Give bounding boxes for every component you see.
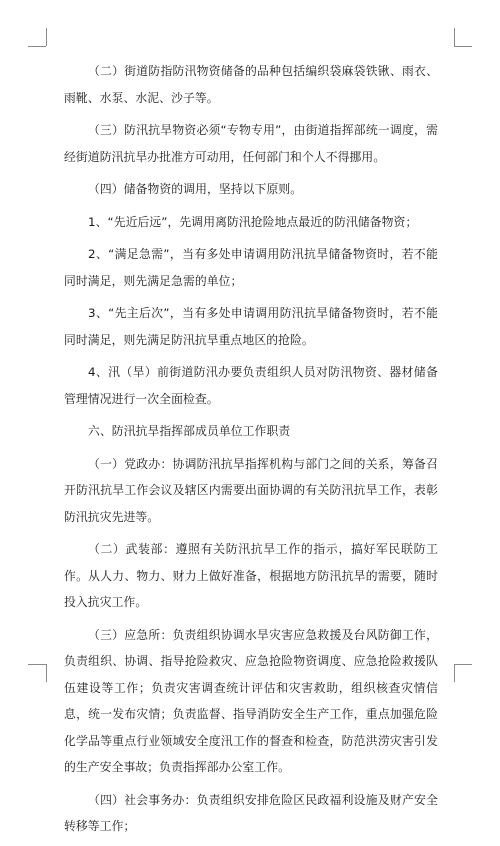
crop-mark-top-right-horizontal — [454, 46, 472, 47]
paragraph: （三）应急所：负责组织协调水旱灾害应急救援及台风防御工作，负责组织、协调、指导抢险救灾、应急抢险物资调度、应急抢险救援队伍建设等工作；负责灾害调查统计评估和灾害救助，组织核查灾情信息，统一发布灾情；负责监督、指导消防安全生产工作，重点加强危险化学品等重点行业领域安全度汛工作的督查和检查，防范洪涝灾害引发的生产安全事故；负责指挥部办公室工作。 — [64, 627, 438, 774]
crop-mark-bottom-right-horizontal — [454, 664, 472, 665]
paragraph: 3、“先主后次”，当有多处申请调用防汛抗旱储备物资时，若不能同时满足，则先满足防汛抗旱重点地区的抢险。 — [64, 306, 438, 347]
crop-mark-bottom-left-vertical — [46, 664, 47, 682]
crop-mark-top-left-horizontal — [28, 46, 46, 47]
crop-mark-bottom-left-horizontal — [28, 664, 46, 665]
crop-mark-top-left-vertical — [46, 28, 47, 46]
paragraph: 1、“先近后远”，先调用离防汛抢险地点最近的防汛储备物资； — [88, 214, 418, 229]
paragraph: （三）防汛抗旱物资必须“专物专用”，由街道指挥部统一调度，需经街道防汛抗旱办批准方可动用，任何部门和个人不得挪用。 — [64, 123, 438, 164]
paragraph: （四）社会事务办：负责组织安排危险区民政福利设施及财产安全转移等工作； — [64, 792, 438, 833]
paragraph: （二）街道防指防汛物资储备的品种包括编织袋麻袋铁锹、雨衣、雨靴、水泵、水泥、沙子等。 — [64, 64, 438, 105]
crop-mark-bottom-right-vertical — [454, 664, 455, 682]
paragraph: （一）党政办：协调防汛抗旱指挥机构与部门之间的关系，筹备召开防汛抗旱工作会议及辖区内需要出面协调的有关防汛抗旱工作，表彰防汛抗灾先进等。 — [64, 456, 438, 524]
document-body — [64, 58, 438, 846]
paragraph: （二）武装部：遵照有关防汛抗旱工作的指示，搞好军民联防工作。从人力、物力、财力上做好准备，根据地方防汛抗旱的需要，随时投入抗灾工作。 — [64, 542, 438, 609]
crop-mark-top-right-vertical — [454, 28, 455, 46]
section-heading: 六、防汛抗旱指挥部成员单位工作职责 — [88, 424, 291, 438]
paragraph: 2、“满足急需”，当有多处申请调用防汛抗旱储备物资时，若不能同时满足，则先满足急需的单位； — [64, 247, 438, 288]
paragraph: 4、汛（旱）前街道防汛办要负责组织人员对防汛物资、器材储备管理情况进行一次全面检查。 — [64, 365, 438, 406]
paragraph: （四）储备物资的调用，坚持以下原则。 — [88, 182, 303, 196]
